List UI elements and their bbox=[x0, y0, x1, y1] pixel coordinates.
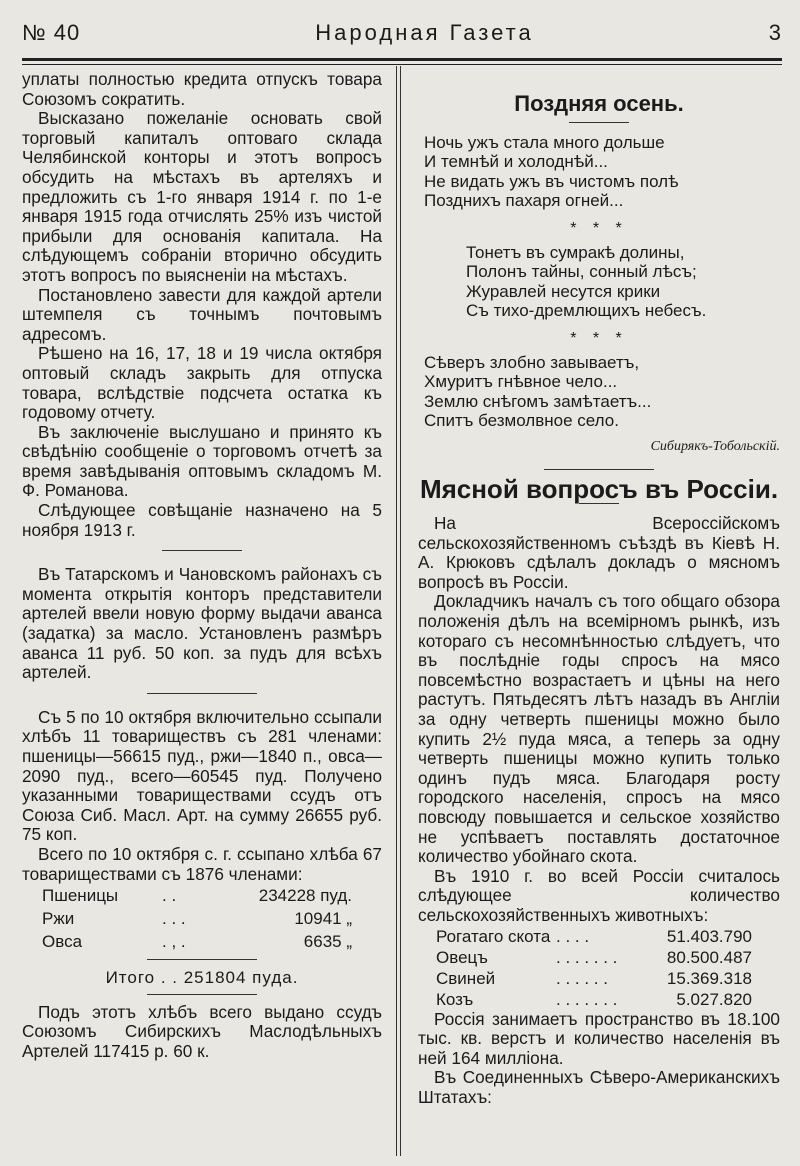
grain-value: 6635 „ bbox=[303, 932, 352, 952]
section-separator bbox=[162, 550, 242, 551]
livestock-dots: . . . . . . . bbox=[556, 947, 618, 967]
table-row bbox=[436, 926, 752, 947]
verse-line: Ночь ужъ стала много дольше bbox=[424, 132, 665, 152]
grain-dots: . . bbox=[162, 886, 177, 906]
paragraph: Россія занимаетъ пространство въ 18.100 тыс. кв. верстъ и количество населенія въ ней 164 милліона. bbox=[418, 1008, 780, 1068]
total-separator bbox=[147, 994, 257, 995]
verse-line: Съ тихо-дремлющихъ небесъ. bbox=[466, 301, 707, 321]
title-rule bbox=[569, 122, 629, 123]
stanza-separator: * * * bbox=[570, 219, 628, 237]
grain-name: Ржи bbox=[42, 909, 75, 929]
grain-value: 10941 „ bbox=[294, 909, 352, 929]
left-column bbox=[22, 70, 382, 1062]
poem-stanza-1 bbox=[424, 133, 780, 211]
total-separator bbox=[147, 959, 257, 960]
paragraph: Слѣдующее совѣщаніе назначено на 5 ноября 1913 г. bbox=[22, 500, 382, 540]
column-divider bbox=[396, 66, 397, 1156]
livestock-name: Свиней bbox=[436, 968, 496, 988]
paragraph: Постановлено завести для каждой артели штемпеля съ точнымъ почтовымъ адресомъ. bbox=[22, 284, 382, 344]
table-row bbox=[42, 930, 352, 953]
page-number: 3 bbox=[768, 20, 782, 45]
verse-line: Полонъ тайны, сонный лѣсъ; bbox=[466, 262, 697, 282]
page-header bbox=[22, 14, 782, 52]
verse-line: Сѣверъ злобно завываетъ, bbox=[424, 352, 640, 372]
grain-total: Итого . . 251804 пуда. bbox=[105, 968, 299, 988]
paragraph: Всего по 10 октября с. г. ссыпано хлѣба 67 товариществами съ 1876 членами: bbox=[22, 843, 382, 884]
paragraph: Въ Татарскомъ и Чановскомъ районахъ съ момента открытія конторъ представители артелей ввели новую форму выдачи аванса (задатка) за масло. Установленъ размѣръ аванса 11 руб. 50 коп. за пудъ для всѣхъ артелей. bbox=[22, 564, 382, 683]
livestock-table bbox=[436, 926, 752, 1010]
article-title: Мясной вопросъ въ Россіи. bbox=[419, 473, 779, 504]
verse-line: Землю снѣгомъ замѣтаетъ... bbox=[424, 391, 652, 411]
livestock-value: 15.369.318 bbox=[666, 968, 752, 988]
grain-dots: . , . bbox=[162, 932, 186, 952]
livestock-name: Рогатаго скота bbox=[436, 926, 551, 946]
poem-title: Поздняя осень. bbox=[514, 91, 684, 116]
grain-table bbox=[42, 884, 352, 953]
paragraph: уплаты полностью кредита отпускъ товара Союзомъ сократить. bbox=[22, 69, 382, 109]
column-divider-2 bbox=[400, 66, 401, 1156]
verse-line: Позднихъ пахаря огней... bbox=[424, 191, 624, 211]
poem-signature: Сибирякъ-Тобольскій. bbox=[650, 438, 780, 454]
table-row bbox=[42, 884, 352, 907]
livestock-name: Овецъ bbox=[436, 947, 488, 967]
verse-line: Не видать ужъ въ чистомъ полѣ bbox=[424, 171, 679, 191]
paragraph: На Всероссійскомъ сельскохозяйственномъ съѣздѣ въ Кіевѣ Н. А. Крюковъ сдѣлалъ докладъ о мясномъ вопросѣ въ Россіи. bbox=[418, 513, 780, 592]
paragraph: Въ Соединенныхъ Сѣверо-Американскихъ Штатахъ: bbox=[418, 1067, 780, 1107]
verse-line: Журавлей несутся крики bbox=[466, 281, 661, 301]
table-row bbox=[436, 989, 752, 1010]
grain-name: Пшеницы bbox=[42, 886, 119, 906]
livestock-dots: . . . . . . . bbox=[556, 989, 618, 1009]
livestock-name: Козъ bbox=[436, 989, 474, 1009]
paragraph: Съ 5 по 10 октября включительно ссыпали хлѣбъ 11 товариществъ съ 281 членами: пшеницы—56615 пуд., ржи—1840 п., овса—2090 пуд., всего—60545 пуд. Получено указанными товариществами ссудъ отъ Союза Сиб. Масл. Арт. на сумму 26655 руб. 75 коп. bbox=[22, 706, 382, 845]
verse-line: И темнѣй и холоднѣй... bbox=[424, 152, 608, 172]
grain-value: 234228 пуд. bbox=[258, 886, 352, 906]
table-row bbox=[42, 907, 352, 930]
verse-line: Хмуритъ гнѣвное чело... bbox=[424, 372, 618, 392]
header-rule-thin bbox=[22, 64, 782, 65]
livestock-dots: . . . . bbox=[556, 926, 590, 946]
poem-stanza-2 bbox=[466, 243, 780, 321]
livestock-dots: . . . . . . bbox=[556, 968, 608, 988]
paragraph: Высказано пожеланіе основать свой торговый капиталъ оптоваго склада Челябинской конторы и этотъ вопросъ обсудить на мѣстахъ въ артеляхъ и предложить съ 1-го января 1914 г. по 1-е января 1915 года отчислять 25% изъ чистой прибыли для основанія капитала. На слѣдующемъ собраніи вторично обсудить этотъ вопросъ по выясненіи на мѣстахъ. bbox=[22, 108, 382, 285]
paragraph: Рѣшено на 16, 17, 18 и 19 числа октября оптовый складъ закрыть для отпуска товара, вслѣдствіе подсчета остатка къ годовому отчету. bbox=[22, 343, 382, 423]
poem-stanza-3 bbox=[424, 353, 780, 431]
stanza-separator: * * * bbox=[570, 329, 628, 347]
livestock-value: 5.027.820 bbox=[676, 989, 752, 1009]
header-rule bbox=[22, 58, 782, 61]
grain-name: Овса bbox=[42, 932, 83, 952]
paragraph: Въ 1910 г. во всей Россіи считалось слѣдующее количество сельскохозяйственныхъ животныхъ: bbox=[418, 865, 780, 925]
verse-line: Тонетъ въ сумракѣ долины, bbox=[466, 242, 685, 262]
paragraph: Въ заключеніе выслушано и принято къ свѣдѣнію сообщеніе о торговомъ отчетѣ за время завѣдыванія оптовымъ складомъ М. Ф. Романова. bbox=[22, 421, 382, 501]
table-row bbox=[436, 947, 752, 968]
livestock-value: 51.403.790 bbox=[666, 926, 752, 946]
table-row bbox=[436, 968, 752, 989]
paragraph: Подъ этотъ хлѣбъ всего выдано ссудъ Союзомъ Сибирскихъ Маслодѣльныхъ Артелей 117415 р. 60 к. bbox=[22, 1001, 382, 1061]
issue-number: № 40 bbox=[22, 20, 81, 45]
grain-dots: . . . bbox=[162, 909, 186, 929]
paragraph: Докладчикъ началъ съ того общаго обзора положенія дѣлъ на всемірномъ рынкѣ, изъ котораго съ несомнѣнностью слѣдуетъ, что въ послѣдніе годы спросъ на мясо повсемѣстно возрастаетъ и цѣны на него растутъ. Пятьдесятъ лѣтъ назадъ въ Англіи за одну четверть пшеницы можно было купить 2½ пуда мяса, а теперь за одну четверть пшеницы можно купить только одинъ пудъ мяса. Благодаря росту городского населенія, спросъ на мясо повсюду повышается и сельское хозяйство не успѣваетъ поставлять достаточное количество убойнаго скота. bbox=[418, 591, 780, 867]
right-column bbox=[418, 70, 780, 1108]
section-separator bbox=[147, 693, 257, 694]
livestock-value: 80.500.487 bbox=[666, 947, 752, 967]
section-separator bbox=[544, 469, 654, 470]
newspaper-title: Народная Газета bbox=[315, 20, 534, 45]
verse-line: Спитъ безмолвное село. bbox=[424, 411, 619, 431]
